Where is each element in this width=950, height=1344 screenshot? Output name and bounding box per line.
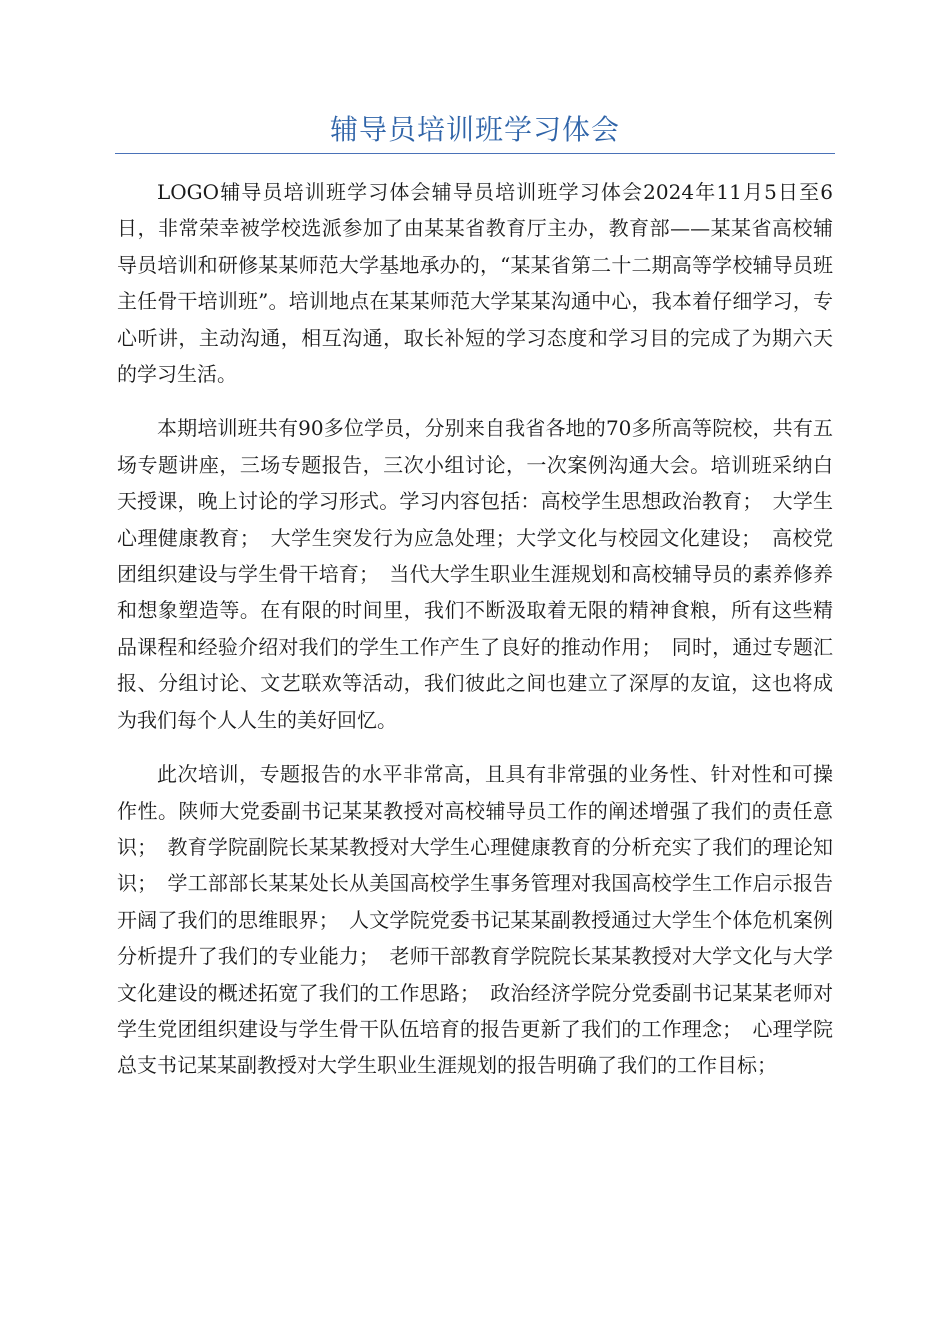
paragraph-1: LOGO辅导员培训班学习体会辅导员培训班学习体会2024年11月5日至6日，非常荣幸被学校选派参加了由某某省教育厅主办，教育部——某某省高校辅导员培训和研修某某师范大学基地承办的，“某某省第二十二期高等学校辅导员班主任骨干培训班”。培训地点在某某师范大学某某沟通中心，我本着仔细学习，专心听讲，主动沟通，相互沟通，取长补短的学习态度和学习目的完成了为期六天的学习生活。 — [117, 180, 833, 387]
paragraph-2: 本期培训班共有90多位学员，分别来自我省各地的70多所高等院校，共有五场专题讲座，三场专题报告，三次小组讨论，一次案例沟通大会。培训班采纳白天授课，晚上讨论的学习形式。学习内容包括：高校学生思想政治教育； 大学生心理健康教育； 大学生突发行为应急处理；大学文化与校园文化建设； 高校党团组织建设与学生骨干培育； 当代大学生职业生涯规划和高校辅导员的素养修养和想象塑造等。在有限的时间里，我们不断汲取着无限的精神食粮，所有这些精品课程和经验介绍对我们的学生工作产生了良好的推动作用； 同时，通过专题汇报、分组讨论、文艺联欢等活动，我们彼此之间也建立了深厚的友谊，这也将成为我们每个人人生的美好回忆。 — [117, 416, 833, 732]
page-title: 辅导员培训班学习体会 — [329, 113, 620, 146]
paragraph-3: 此次培训，专题报告的水平非常高，且具有非常强的业务性、针对性和可操作性。陕师大党委副书记某某教授对高校辅导员工作的阐述增强了我们的责任意识； 教育学院副院长某某教授对大学生心理健康教育的分析充实了我们的理论知识； 学工部部长某某处长从美国高校学生事务管理对我国高校学生工作启示报告开阔了我们的思维眼界； 人文学院党委书记某某副教授通过大学生个体危机案例分析提升了我们的专业能力； 老师干部教育学院院长某某教授对大学文化与大学文化建设的概述拓宽了我们的工作思路； 政治经济学院分党委副书记某某老师对学生党团组织建设与学生骨干队伍培育的报告更新了我们的工作理念； 心理学院总支书记某某副教授对大学生职业生涯规划的报告明确了我们的工作目标； — [117, 762, 833, 1078]
title-underline-divider — [115, 153, 835, 154]
document-body — [117, 174, 833, 1102]
